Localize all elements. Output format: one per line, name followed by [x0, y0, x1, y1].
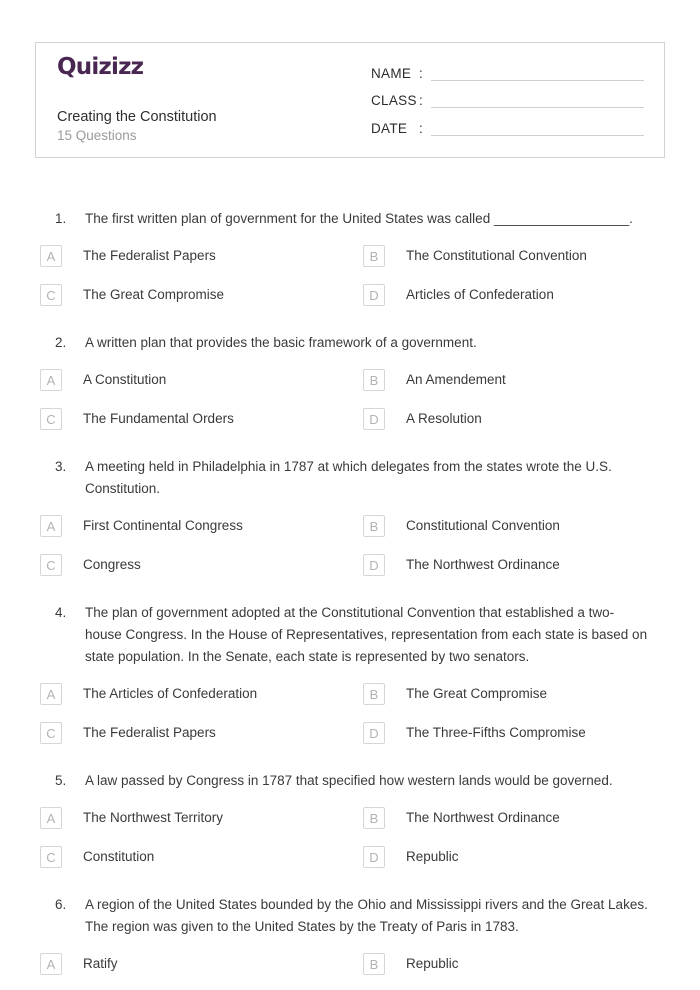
- answer-option: [40, 245, 363, 267]
- field-label: DATE: [371, 121, 408, 137]
- field-colon: [419, 66, 423, 81]
- write-in-line: [431, 63, 644, 81]
- option-text: Articles of Confederation: [406, 287, 554, 302]
- title-block: [57, 108, 217, 144]
- field-colon: [419, 93, 423, 108]
- answer-option: [363, 722, 686, 744]
- option-text: An Amendement: [406, 372, 506, 387]
- option-text: The Great Compromise: [406, 686, 548, 701]
- option-text: The Northwest Ordinance: [406, 810, 560, 825]
- question: [40, 208, 700, 306]
- question: [40, 332, 700, 430]
- option-row: [40, 245, 700, 267]
- answer-option: [363, 554, 686, 576]
- option-text: Constitutional Convention: [406, 518, 560, 533]
- option-letter-box: B: [363, 245, 385, 267]
- options: [40, 807, 700, 868]
- answer-option: [40, 807, 363, 829]
- option-letter-box: B: [363, 515, 385, 537]
- question-head: [55, 456, 700, 500]
- option-text: Congress: [83, 557, 141, 572]
- field-label: CLASS: [371, 93, 417, 109]
- answer-option: [363, 846, 686, 868]
- option-letter-box: C: [40, 722, 62, 744]
- option-letter-box: D: [363, 722, 385, 744]
- option-text: Republic: [406, 849, 459, 864]
- header-left: [57, 54, 217, 144]
- option-text: A Constitution: [83, 372, 167, 387]
- question-text: A region of the United States bounded by the Ohio and Mississippi rivers and the Great Lakes. The region was given to the United States by the Treaty of Paris in 1783.: [85, 897, 648, 934]
- question-text: A meeting held in Philadelphia in 1787 at which delegates from the states wrote the U.S. Constitution.: [85, 459, 612, 496]
- write-in-line: [431, 90, 644, 108]
- answer-option: [40, 683, 363, 705]
- option-letter-box: A: [40, 683, 62, 705]
- option-letter-box: B: [363, 369, 385, 391]
- option-letter-box: A: [40, 953, 62, 975]
- option-letter-box: D: [363, 408, 385, 430]
- question: [40, 456, 700, 576]
- question-number: 3.: [55, 459, 67, 474]
- option-row: [40, 554, 700, 576]
- answer-option: [40, 408, 363, 430]
- field-colon: [419, 121, 423, 136]
- option-row: [40, 515, 700, 537]
- question-number: 4.: [55, 605, 67, 620]
- option-text: First Continental Congress: [83, 518, 243, 533]
- quiz-title: Creating the Constitution: [57, 109, 217, 125]
- option-text: A Resolution: [406, 411, 482, 426]
- question-text: The first written plan of government for the United States was called __________________.: [85, 211, 633, 226]
- write-in-line: [431, 118, 644, 136]
- quizizz-logo: Quizizz: [57, 54, 144, 80]
- answer-option: [40, 515, 363, 537]
- option-row: [40, 408, 700, 430]
- question-number: 6.: [55, 897, 67, 912]
- option-row: [40, 846, 700, 868]
- option-letter-box: C: [40, 554, 62, 576]
- option-row: [40, 284, 700, 306]
- question: [40, 602, 700, 744]
- answer-option: [40, 722, 363, 744]
- answer-option: [40, 554, 363, 576]
- option-text: The Federalist Papers: [83, 725, 216, 740]
- option-text: Republic: [406, 956, 459, 971]
- answer-option: [363, 807, 686, 829]
- question-text: A law passed by Congress in 1787 that specified how western lands would be governed.: [85, 773, 613, 788]
- option-letter-box: C: [40, 284, 62, 306]
- option-letter-box: C: [40, 408, 62, 430]
- answer-option: [363, 408, 686, 430]
- answer-option: [363, 953, 686, 975]
- option-letter-box: B: [363, 807, 385, 829]
- option-text: The Northwest Ordinance: [406, 557, 560, 572]
- option-letter-box: B: [363, 683, 385, 705]
- student-info-field: [371, 61, 644, 81]
- answer-option: [363, 284, 686, 306]
- options: [40, 245, 700, 306]
- question-number: 2.: [55, 335, 67, 350]
- options: [40, 683, 700, 744]
- option-text: Constitution: [83, 849, 155, 864]
- option-letter-box: D: [363, 554, 385, 576]
- answer-option: [40, 953, 363, 975]
- option-row: [40, 369, 700, 391]
- option-letter-box: A: [40, 369, 62, 391]
- options: [40, 515, 700, 576]
- worksheet-header: [35, 42, 665, 158]
- answer-option: [40, 284, 363, 306]
- option-text: The Articles of Confederation: [83, 686, 258, 701]
- question-head: [55, 770, 700, 792]
- option-row: [40, 807, 700, 829]
- question-count: 15 Questions: [57, 128, 137, 143]
- option-letter-box: D: [363, 846, 385, 868]
- option-text: The Constitutional Convention: [406, 248, 587, 263]
- question-head: [55, 208, 700, 230]
- question-head: [55, 602, 700, 668]
- answer-option: [363, 245, 686, 267]
- options: [40, 369, 700, 430]
- question-head: [55, 894, 700, 938]
- student-info-field: [371, 116, 644, 136]
- answer-option: [363, 515, 686, 537]
- option-letter-box: B: [363, 953, 385, 975]
- option-text: The Fundamental Orders: [83, 411, 234, 426]
- option-row: [40, 722, 700, 744]
- student-info-field: [371, 89, 644, 109]
- question-head: [55, 332, 700, 354]
- option-letter-box: D: [363, 284, 385, 306]
- option-text: The Northwest Territory: [83, 810, 224, 825]
- question: [40, 770, 700, 868]
- question-number: 5.: [55, 773, 67, 788]
- option-letter-box: A: [40, 245, 62, 267]
- field-label: NAME: [371, 65, 412, 81]
- option-text: The Great Compromise: [83, 287, 225, 302]
- answer-option: [363, 683, 686, 705]
- option-text: Ratify: [83, 956, 118, 971]
- option-letter-box: A: [40, 807, 62, 829]
- answer-option: [363, 369, 686, 391]
- question-number: 1.: [55, 211, 67, 226]
- options: [40, 953, 700, 975]
- option-text: The Three-Fifths Compromise: [406, 725, 586, 740]
- question-text: A written plan that provides the basic framework of a government.: [85, 335, 477, 350]
- answer-option: [40, 369, 363, 391]
- answer-option: [40, 846, 363, 868]
- student-info-fields: [371, 54, 644, 144]
- option-text: The Federalist Papers: [83, 248, 216, 263]
- option-row: [40, 953, 700, 975]
- option-letter-box: C: [40, 846, 62, 868]
- question-text: The plan of government adopted at the Constitutional Convention that established a two-house Congress. In the House of Representatives, representation from each state is based on state population. In the Senate, each state is represented by two senators.: [85, 605, 648, 664]
- question-list: [0, 158, 700, 975]
- option-letter-box: A: [40, 515, 62, 537]
- option-row: [40, 683, 700, 705]
- question: [40, 894, 700, 975]
